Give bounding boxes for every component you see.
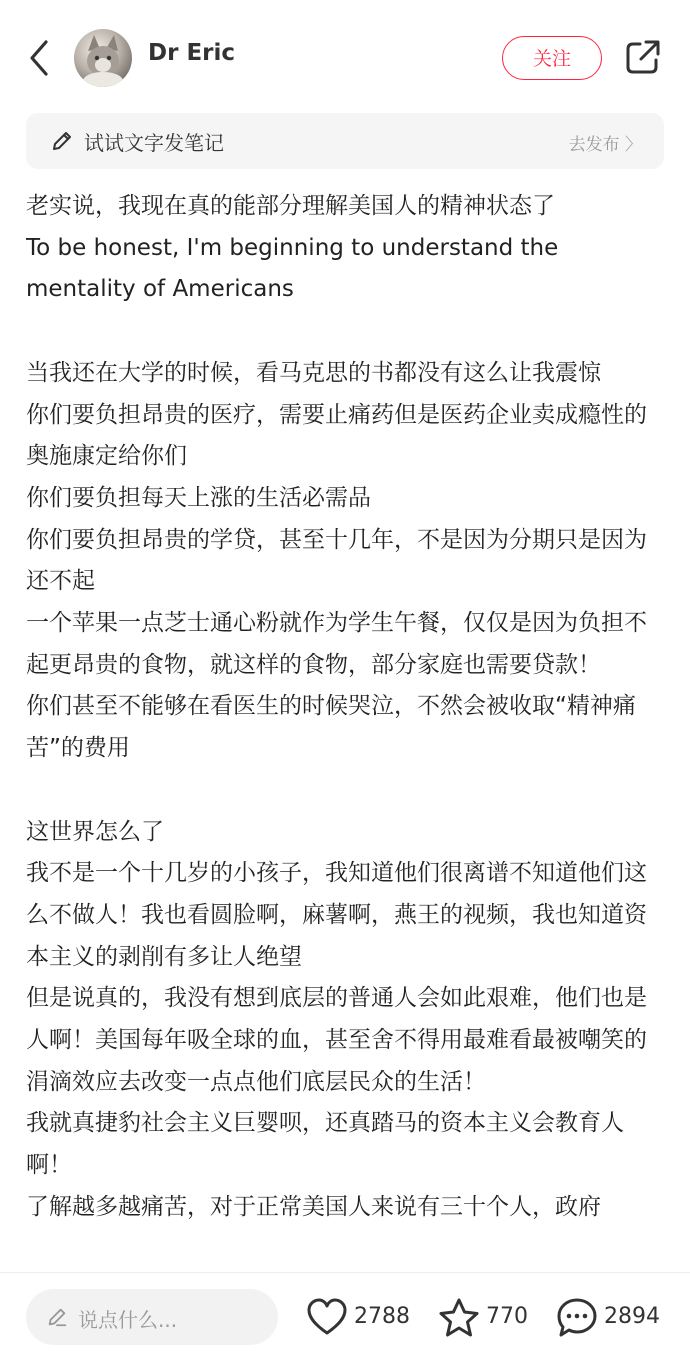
post-paragraph: 一个苹果一点芝士通心粉就作为学生午餐，仅仅是因为负担不起更昂贵的食物，就这样的食物，部分家庭也需要贷款！ [26,610,647,678]
text-note-banner[interactable] [26,113,664,169]
follow-button[interactable]: 关注 [502,36,602,80]
post-paragraph: 但是说真的，我没有想到底层的普通人会如此艰难，他们也是人啊！美国每年吸全球的血，甚至舍不得用最难看最被嘲笑的涓滴效应去改变一点点他们底层民众的生活！ [26,985,647,1095]
post-paragraph: 你们要负担昂贵的医疗，需要止痛药但是医药企业卖成瘾性的奥施康定给你们 [26,401,647,470]
comment-count: 2894 [604,1304,660,1329]
paragraph-spacer [26,311,666,353]
like-count: 2788 [354,1304,410,1329]
go-publish-link[interactable]: 去发布 〉 [568,135,642,155]
comment-input[interactable] [26,1289,278,1345]
comment-bubble-icon [556,1297,598,1339]
favorite-count: 770 [486,1304,528,1329]
post-paragraph: 你们要负担每天上涨的生活必需品 [26,484,371,511]
avatar[interactable] [74,29,132,87]
pen-icon [50,129,74,153]
bottom-bar [0,1272,690,1370]
top-bar [0,0,690,112]
post-paragraph: To be honest, I'm beginning to understand the mentality of Americans [26,234,566,303]
post-paragraph: 老实说，我现在真的能部分理解美国人的精神状态了 [26,193,555,219]
share-icon[interactable] [624,38,662,76]
paragraph-spacer [26,770,666,812]
favorite-button[interactable] [438,1291,534,1343]
star-icon [438,1297,480,1339]
comment-placeholder: 说点什么... [78,1308,178,1332]
comment-button[interactable] [556,1291,668,1343]
author-name[interactable]: Dr Eric [148,40,236,66]
post-paragraph: 这世界怎么了 [26,818,164,845]
post-paragraph: 我不是一个十几岁的小孩子，我知道他们很离谱不知道他们这么不做人！我也看圆脸啊，麻薯啊，燕王的视频，我也知道资本主义的剥削有多让人绝望 [26,860,647,970]
post-paragraph: 当我还在大学的时候，看马克思的书都没有这么让我震惊 [26,359,601,386]
post-paragraph: 你们要负担昂贵的学贷，甚至十几年，不是因为分期只是因为还不起 [26,526,647,595]
banner-text: 试试文字发笔记 [84,131,224,155]
heart-icon [306,1297,348,1339]
like-button[interactable] [306,1291,416,1343]
post-paragraph: 我就真捷豹社会主义巨婴呗，还真踏马的资本主义会教育人啊！ [26,1110,624,1179]
pen-icon [46,1306,68,1328]
post-content [26,186,666,1270]
post-paragraph: 了解越多越痛苦，对于正常美国人来说有三十个人，政府 [26,1193,601,1220]
cat-avatar-image [74,29,132,87]
back-arrow-icon[interactable] [22,38,58,78]
post-paragraph: 你们甚至不能够在看医生的时候哭泣，不然会被收取“精神痛苦”的费用 [26,693,636,762]
